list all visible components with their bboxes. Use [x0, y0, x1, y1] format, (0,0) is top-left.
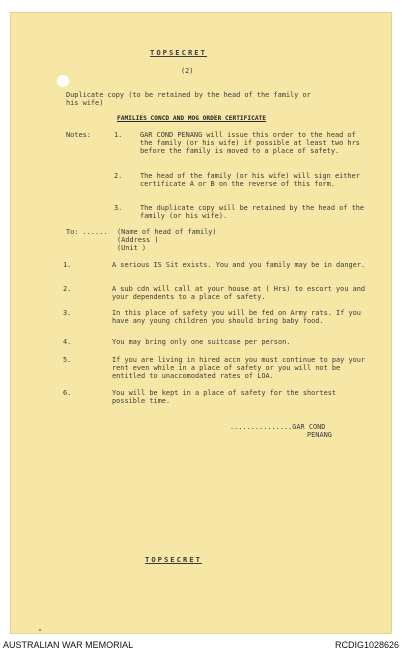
- note-2-text: The head of the family (or his wife) will sign either certificate A or B on the reverse of this form.: [140, 172, 360, 189]
- item-5-text: If you are living in hired accn you must continue to pay your rent even while in a place of safety or you will not be entitled to unaccomodated rates of LOA.: [112, 356, 366, 381]
- note-1-number: 1.: [114, 131, 123, 139]
- note-2-number: 2.: [114, 172, 123, 180]
- punch-hole: [57, 75, 69, 87]
- item-5-number: 5.: [63, 356, 72, 364]
- footer-archive-name: AUSTRALIAN WAR MEMORIAL: [3, 640, 134, 650]
- archive-footer: [0, 634, 402, 654]
- footer-record-id: RCDIG1028626: [334, 640, 399, 650]
- signature-line: ...............GAR COND: [230, 423, 326, 431]
- item-2-text: A sub cdn will call at your house at ( Hrs) to escort you and your dependents to a place of safety.: [112, 285, 366, 302]
- to-label: To: ......: [66, 228, 108, 236]
- paper-mark: [39, 629, 41, 631]
- item-1-text: A serious IS Sit exists. You and you family may be in danger.: [112, 261, 366, 269]
- form-title: FAMILIES CONCD AND MOG ORDER CERTIFICATE: [117, 115, 267, 122]
- to-name-line: (Name of head of family): [117, 228, 217, 236]
- item-3-text: In this place of safety you will be fed on Army rats. If you have any young children you should bring baby food.: [112, 309, 361, 326]
- item-4-text: You may bring only one suitcase per person.: [112, 338, 291, 346]
- page-number: (2): [181, 67, 194, 75]
- duplicate-note-line-2: his wife): [66, 99, 104, 107]
- classification-top: TOPSECRET: [150, 48, 207, 57]
- to-address-line: (Address ): [117, 236, 159, 244]
- note-3-number: 3.: [114, 204, 123, 212]
- item-3-number: 3.: [63, 309, 72, 317]
- signature-location: PENANG: [307, 431, 332, 439]
- duplicate-note-line-1: Duplicate copy (to be retained by the head of the family or: [66, 91, 311, 99]
- to-unit-line: (Unit ): [117, 244, 147, 252]
- item-2-number: 2.: [63, 285, 72, 293]
- item-4-number: 4.: [63, 338, 72, 346]
- note-1-text: GAR COND PENANG will issue this order to the head of the family (or his wife) if possible at least two hrs before the family is moved to a place of safety.: [140, 131, 360, 156]
- note-3-text: The duplicate copy will be retained by the head of the family (or his wife).: [140, 204, 365, 221]
- item-1-number: 1.: [63, 261, 72, 269]
- classification-bottom: TOPSECRET: [145, 555, 202, 564]
- notes-label: Notes:: [66, 131, 91, 139]
- item-6-text: You will be kept in a place of safety for the shortest possible time.: [112, 389, 337, 406]
- item-6-number: 6.: [63, 389, 72, 397]
